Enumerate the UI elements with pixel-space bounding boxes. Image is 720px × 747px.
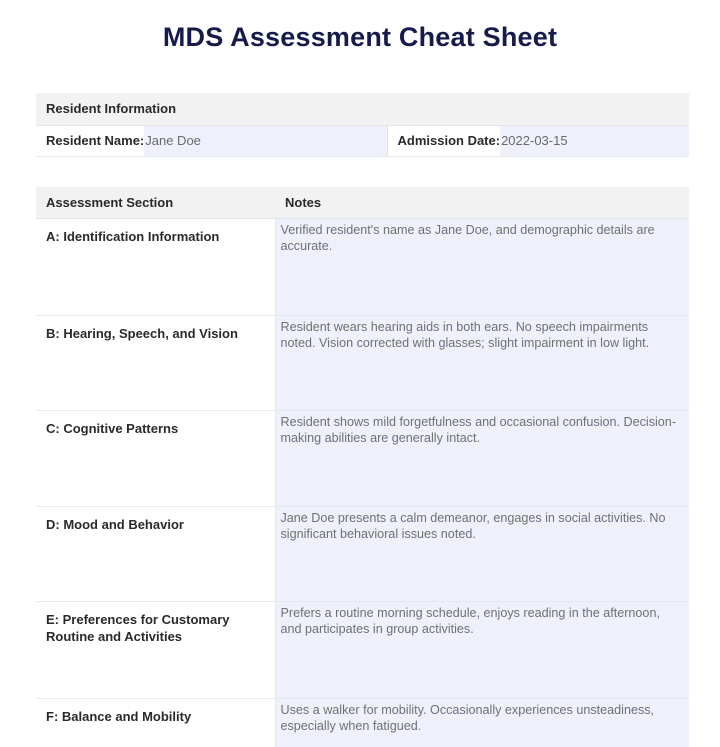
table-row: [36, 411, 689, 507]
section-label: A: Identification Information: [36, 219, 275, 316]
notes-field[interactable]: Jane Doe presents a calm demeanor, engages in social activities. No significant behavioral issues noted.: [275, 507, 689, 602]
column-header-assessment-section: Assessment Section: [36, 187, 275, 219]
page-title: MDS Assessment Cheat Sheet: [162, 22, 558, 52]
admission-date-cell: [387, 125, 689, 156]
notes-field[interactable]: Uses a walker for mobility. Occasionally experiences unsteadiness, especially when fatigued.: [275, 699, 689, 747]
resident-information-header: Resident Information: [36, 93, 689, 125]
notes-field[interactable]: Resident shows mild forgetfulness and occasional confusion. Decision-making abilities are generally intact.: [275, 411, 689, 507]
section-label: B: Hearing, Speech, and Vision: [36, 316, 275, 411]
section-label: F: Balance and Mobility: [36, 699, 275, 747]
admission-date-field[interactable]: 2022-03-15: [500, 126, 689, 156]
section-label: C: Cognitive Patterns: [36, 411, 275, 507]
table-row: [36, 699, 689, 747]
section-label: E: Preferences for Customary Routine and Activities: [36, 602, 275, 699]
table-row: [36, 507, 689, 602]
table-row: [36, 602, 689, 699]
resident-information-table: [36, 93, 689, 157]
table-row: [36, 316, 689, 411]
table-row: [36, 219, 689, 316]
section-label: D: Mood and Behavior: [36, 507, 275, 602]
column-header-notes: Notes: [275, 187, 689, 219]
resident-name-cell: [36, 125, 387, 156]
admission-date-label: Admission Date:: [388, 126, 501, 156]
resident-name-label: Resident Name:: [36, 126, 144, 156]
resident-name-field[interactable]: Jane Doe: [144, 126, 386, 156]
notes-field[interactable]: Verified resident's name as Jane Doe, and demographic details are accurate.: [275, 219, 689, 316]
assessment-table: [36, 187, 689, 747]
notes-field[interactable]: Prefers a routine morning schedule, enjoys reading in the afternoon, and participates in group activities.: [275, 602, 689, 699]
notes-field[interactable]: Resident wears hearing aids in both ears. No speech impairments noted. Vision corrected with glasses; slight impairment in low light.: [275, 316, 689, 411]
